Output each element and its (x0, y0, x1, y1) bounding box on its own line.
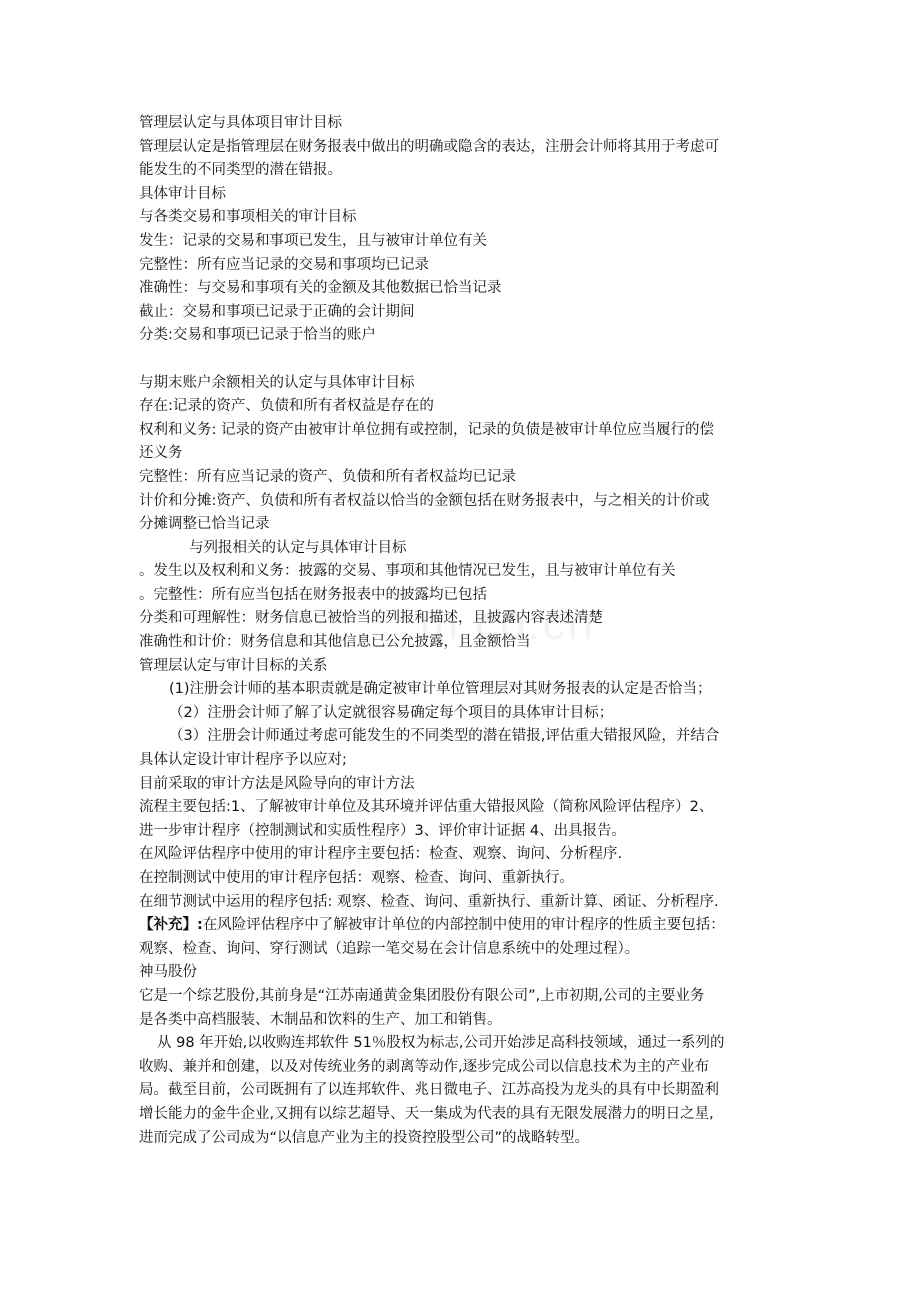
list-item: 。发生以及权利和义务：披露的交易、事项和其他情况已发生，且与被审计单位有关 (139, 563, 676, 580)
numbered-item-3: （3）注册会计师通过考虑可能发生的不同类型的潜在错报,评估重大错报风险，并结合 (169, 728, 720, 745)
supplement-text: 在风险评估程序中了解被审计单位的内部控制中使用的审计程序的性质主要包括： (202, 917, 725, 934)
subheading-presentation: 与列报相关的认定与具体审计目标 (189, 539, 407, 556)
list-item: 存在:记录的资产、负债和所有者权益是存在的 (139, 398, 434, 415)
paragraph-line: 进一步审计程序（控制测试和实质性程序）3、评价审计证据 4、出具报告。 (139, 822, 627, 839)
paragraph-line: 在风险评估程序中使用的审计程序主要包括：检查、观察、询问、分析程序. (139, 846, 623, 863)
heading-shenma: 神马股份 (139, 964, 197, 981)
supplement-tag: 【补充】: (139, 917, 203, 934)
paragraph-line: 是各类中高档服装、木制品和饮料的生产、加工和销售。 (139, 1011, 502, 1028)
supplement-line (139, 914, 787, 938)
list-item: 截止：交易和事项已记录于正确的会计期间 (139, 303, 415, 320)
paragraph-line: 进而完成了公司成为“以信息产业为主的投资控股型公司”的战略转型。 (139, 1129, 590, 1146)
list-item: 计价和分摊:资产、负债和所有者权益以恰当的金额包括在财务报表中，与之相关的计价或 (139, 492, 710, 509)
document-body (139, 112, 787, 1150)
paragraph-line: 局。截至目前，公司既拥有了以连邦软件、兆日微电子、江苏高投为龙头的具有中长期盈利 (139, 1082, 719, 1099)
paragraph-line: 在控制测试中使用的审计程序包括：观察、检查、询问、重新执行。 (139, 870, 574, 886)
list-item: 完整性：所有应当记录的交易和事项均已记录 (139, 256, 429, 273)
list-item-continued: 分摊调整已恰当记录 (139, 516, 270, 533)
numbered-item-1: (1)注册会计师的基本职责就是确定被审计单位管理层对其财务报表的认定是否恰当； (169, 681, 712, 698)
paragraph-line: 在细节测试中运用的程序包括: 观察、检查、询问、重新执行、重新计算、函证、分析程序. (139, 893, 719, 910)
list-item: 分类和可理解性：财务信息已被恰当的列报和描述，且披露内容表述清楚 (139, 610, 603, 627)
numbered-item-2: （2）注册会计师了解了认定就很容易确定每个项目的具体审计目标； (169, 704, 614, 721)
paragraph-line: 目前采取的审计方法是风险导向的审计方法 (139, 775, 415, 792)
paragraph-line: 管理层认定是指管理层在财务报表中做出的明确或隐含的表达，注册会计师将其用于考虑可 (139, 138, 719, 155)
paragraph-line: 增长能力的金牛企业,又拥有以综艺超导、天一集成为代表的具有无限发展潜力的明日之星, (139, 1105, 714, 1122)
subheading-account-balances: 与期末账户余额相关的认定与具体审计目标 (139, 374, 415, 391)
paragraph-line: 收购、兼并和创建，以及对传统业务的剥离等动作,逐步完成公司以信息技术为主的产业布 (139, 1058, 710, 1075)
list-item: 分类:交易和事项已记录于恰当的账户 (139, 327, 376, 344)
list-item: 准确性：与交易和事项有关的金额及其他数据已恰当记录 (139, 280, 502, 297)
list-item: 准确性和计价：财务信息和其他信息已公允披露，且金额恰当 (139, 634, 531, 651)
subheading-transactions: 与各类交易和事项相关的审计目标 (139, 209, 357, 226)
paragraph-line: 观察、检查、询问、穿行测试（追踪一笔交易在会计信息系统中的处理过程）。 (139, 940, 640, 957)
paragraph-line: 能发生的不同类型的潜在错报。 (139, 162, 342, 179)
heading-specific-audit-objectives: 具体审计目标 (139, 185, 226, 202)
list-item: 完整性：所有应当记录的资产、负债和所有者权益均已记录 (139, 468, 516, 485)
paragraph-line: 流程主要包括:1、了解被审计单位及其环境并评估重大错报风险（简称风险评估程序）2、 (139, 799, 714, 816)
list-item: 。完整性：所有应当包括在财务报表中的披露均已包括 (139, 586, 487, 603)
list-item-continued: 还义务 (139, 445, 183, 462)
list-item: 权利和义务: 记录的资产由被审计单位拥有或控制，记录的负债是被审计单位应当履行的偿 (139, 421, 714, 438)
numbered-item-3-continued: 具体认定设计审计程序予以应对; (139, 752, 347, 769)
list-item: 发生：记录的交易和事项已发生，且与被审计单位有关 (139, 232, 487, 249)
subheading-relationship: 管理层认定与审计目标的关系 (139, 657, 328, 674)
heading-management-assertions: 管理层认定与具体项目审计目标 (139, 115, 342, 131)
paragraph-line: 它是一个综艺股份,其前身是“江苏南通黄金集团股份有限公司”,上市初期,公司的主要业务 (139, 987, 705, 1004)
paragraph-line: 从 98 年开始,以收购连邦软件 51％股权为标志,公司开始涉足高科技领域，通过一系列的 (157, 1035, 725, 1052)
blank-line (139, 348, 787, 372)
